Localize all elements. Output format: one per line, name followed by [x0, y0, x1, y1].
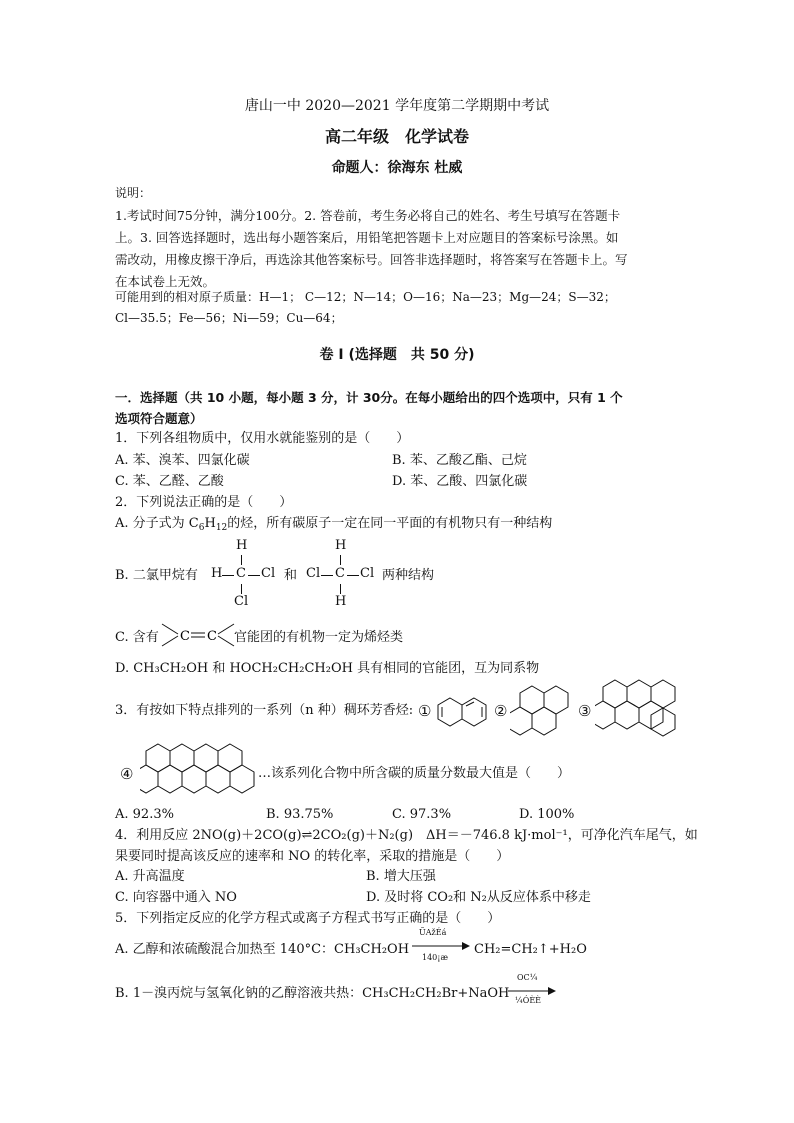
q2-option-b-prefix: B. 二氯甲烷有	[115, 568, 198, 583]
exam-subtitle: 高二年级 化学试卷	[324, 127, 469, 146]
q2-option-c-suffix: 官能团的有机物一定为烯烃类	[234, 630, 404, 645]
q2-option-d: D. CH₃CH₂OH 和 HOCH₂CH₂CH₂OH 具有相同的官能团，互为同系物	[115, 661, 540, 676]
q2-stem: 2．下列说法正确的是（ ）	[115, 495, 293, 510]
naphthalene-icon	[436, 696, 492, 728]
q3-label-1: ①	[418, 702, 432, 720]
q2-option-b-suffix: 两种结构	[382, 568, 435, 583]
q5-arrow-a-top: ŨAžÉá	[419, 928, 447, 937]
q5-stem: 5．下列指定反应的化学方程式或离子方程式书写正确的是（ ）	[115, 911, 501, 926]
q1-option-b: B. 苯、乙酸乙酯、己烷	[392, 453, 527, 468]
q1-option-c: C. 苯、乙醛、乙酸	[115, 474, 224, 489]
q2-option-c-prefix: C. 含有	[115, 630, 159, 645]
exam-authors: 命题人：徐海东 杜威	[331, 160, 463, 176]
q1-option-a: A. 苯、溴苯、四氯化碳	[115, 453, 250, 468]
q4-option-b: B. 增大压强	[366, 869, 436, 884]
q1-option-d: D. 苯、乙酸、四氯化碳	[392, 474, 528, 489]
reaction-arrow-icon	[508, 986, 556, 996]
q5-arrow-b-top: OC¼	[517, 973, 538, 982]
q2-option-b-and: 和	[284, 568, 298, 583]
q5-option-a-product: CH₂=CH₂↑+H₂O	[474, 942, 587, 957]
notes-line-4: 在本试卷上无效。	[115, 274, 216, 289]
exam-title: 唐山一中 2020—2021 学年度第二学期期中考试	[244, 98, 550, 114]
q3-option-a: A. 92.3%	[115, 807, 174, 822]
q5-option-a-prefix: A. 乙醇和浓硫酸混合加热至 140°C：CH₃CH₂OH	[115, 942, 410, 957]
pyrene-icon	[510, 684, 576, 736]
q2-option-a: A. 分子式为 $C_6H_{12}$的烃，所有碳原子一定在同一平面的有机物只有一种结构	[115, 516, 553, 533]
q5-arrow-a-bottom: 140¡æ	[422, 953, 449, 962]
q5-arrow-b-bottom: ¼ÓÈÈ	[515, 996, 541, 1005]
reaction-arrow-icon	[412, 941, 470, 951]
q4-stem-2: 果要同时提高该反应的速率和 NO 的转化率，采取的措施是（ ）	[115, 849, 510, 864]
q3-option-c: C. 97.3%	[392, 807, 452, 822]
q4-option-c: C. 向容器中通入 NO	[115, 890, 237, 905]
q3-option-b: B. 93.75%	[266, 807, 334, 822]
q4-option-a: A. 升高温度	[115, 869, 185, 884]
section-intro-1: 一．选择题（共 10 小题，每小题 3 分，计 30分。在每小题给出的四个选项中，只有 1 个	[115, 390, 623, 405]
q3-label-2: ②	[494, 702, 508, 720]
q4-option-d: D. 及时将 CO₂和 N₂从反应体系中移走	[366, 890, 591, 905]
q3-stem-tail: …该系列化合物中所含碳的质量分数最大值是（ ）	[258, 766, 571, 781]
polyacene-icon	[140, 742, 255, 800]
q4-stem-1: 4．利用反应 2NO(g)＋2CO(g)⇌2CO₂(g)＋N₂(g) ΔH＝－746.8 kJ·mol⁻¹，可净化汽车尾气，如	[115, 828, 698, 843]
notes-line-1: 1.考试时间75分钟，满分100分。2. 答卷前，考生务必将自己的姓名、考生号填写在答题卡	[115, 208, 621, 223]
q1-stem: 1．下列各组物质中，仅用水就能鉴别的是（ ）	[115, 431, 410, 446]
q5-option-b-prefix: B. 1－溴丙烷与氢氧化钠的乙醇溶液共热：CH₃CH₂CH₂Br+NaOH	[115, 986, 510, 1001]
notes-line-3: 需改动，用橡皮擦干净后，再选涂其他答案标号。回答非选择题时，将答案写在答题卡上。写	[115, 252, 628, 267]
alkene-group-icon	[160, 620, 240, 650]
svg-text:C: C	[207, 629, 217, 644]
benzopyrene-icon	[595, 678, 679, 742]
q3-label-3: ③	[578, 702, 592, 720]
notes-line-2: 上。3. 回答选择题时，选出每小题答案后，用铅笔把答题卡上对应题目的答案标号涂黑。如	[115, 230, 619, 245]
section-title: 卷 I (选择题 共 50 分)	[319, 347, 475, 363]
notes-label: 说明：	[115, 186, 152, 200]
section-intro-2: 选项符合题意）	[115, 411, 203, 426]
q3-option-d: D. 100%	[519, 807, 575, 822]
atomic-masses-1: 可能用到的相对原子质量：H—1； C—12；N—14；O—16；Na—23；Mg—24；S—32；	[115, 290, 616, 304]
q3-label-4: ④	[120, 765, 134, 783]
atomic-masses-2: Cl—35.5；Fe—56；Ni—59；Cu—64；	[115, 311, 343, 325]
svg-text:C: C	[180, 629, 190, 644]
q3-stem: 3．有按如下特点排列的一系列（n 种）稠环芳香烃:	[115, 703, 414, 718]
